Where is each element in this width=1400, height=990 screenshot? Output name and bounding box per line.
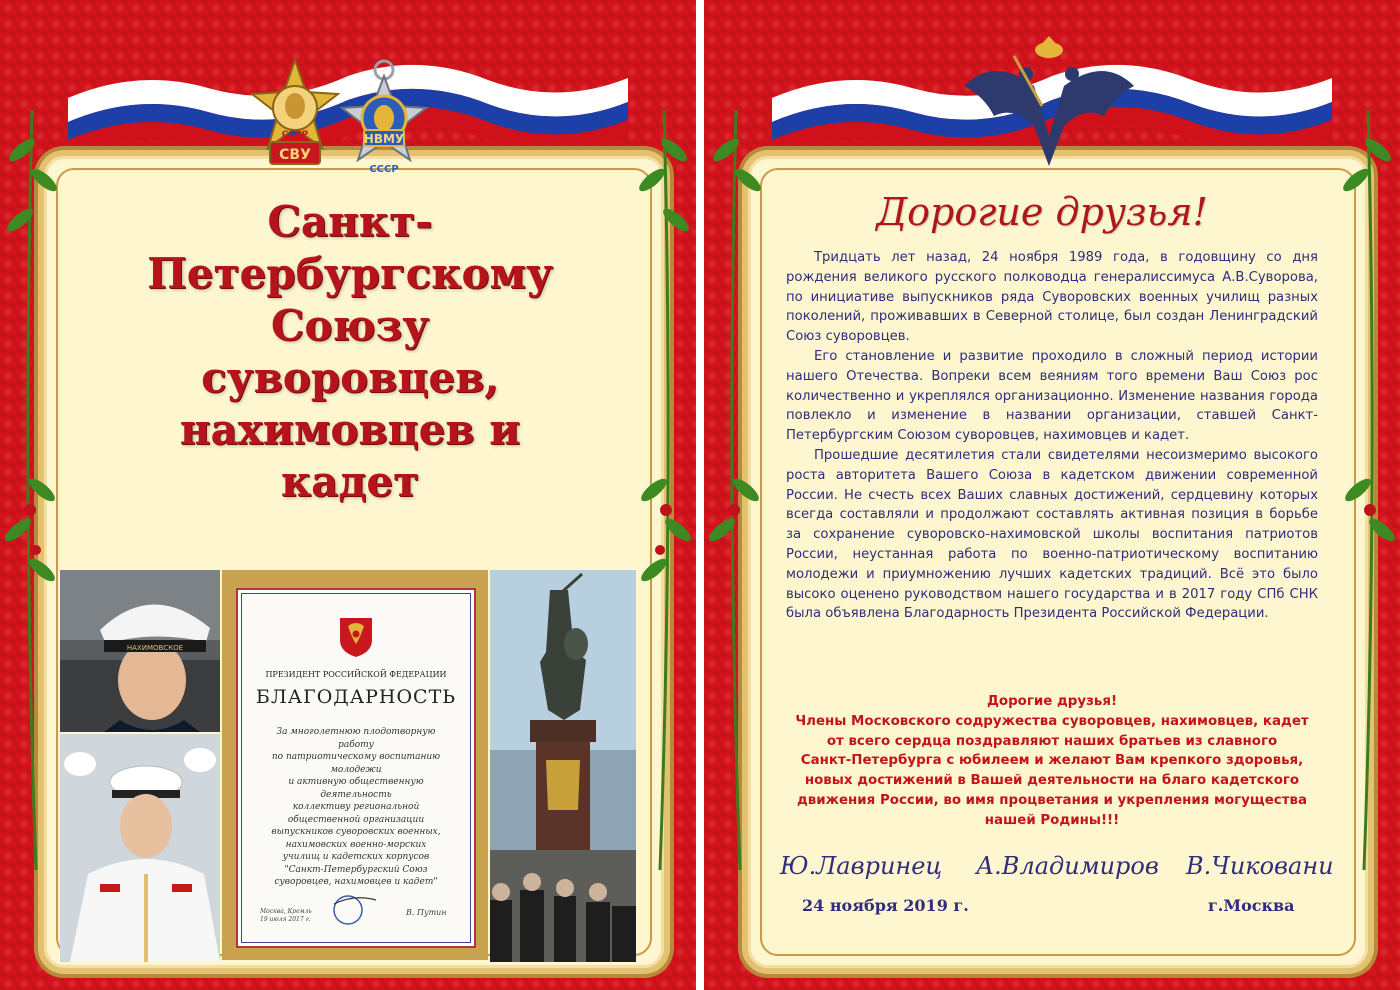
certificate-place-line: Москва, Кремль xyxy=(260,908,312,915)
letter-body xyxy=(786,248,1318,624)
letter-paragraph: Прошедшие десятилетия стали свидетелями несоизмеримо высокого роста авторитета Вашего Союза в кадетском движении современной России. Не счесть всех Ваших славных достижений, сердцевину которых всегда составляли и продолжают составлять активная позиция в борьбе за сохранение суворовско-нахимовской школы воспитания патриотов России, неустанная работа по военно-патриотическому воспитанию молодежи и приумножению лучших кадетских традиций. Всё это было высоко оценено руководством нашего государства и в 2017 году СПб СНК была объявлена Благодарность Президента Российской Федерации. xyxy=(786,447,1318,622)
signature-vladimirov: А.Владимиров xyxy=(976,852,1159,880)
certificate-title: БЛАГОДАРНОСТЬ xyxy=(255,686,457,708)
congratulation-line: от всего сердца поздравляют наших братьев из славного xyxy=(826,733,1278,749)
title-line: Санкт- xyxy=(267,197,433,246)
certificate-line: нахимовских военно-морских xyxy=(285,839,427,850)
certificate-signature: В. Путин xyxy=(406,908,447,917)
double-headed-eagle-icon xyxy=(954,26,1144,176)
nakhimov-school-badge-icon xyxy=(338,58,430,180)
signature-lavrinets: Ю.Лавринец xyxy=(780,852,943,880)
title-line: суворовцев, xyxy=(201,353,499,402)
title-line: кадет xyxy=(280,457,420,506)
letter-date: 24 ноября 2019 г. xyxy=(802,896,969,915)
suvorov-monument-photo xyxy=(490,570,636,962)
certificate-line: выпускников суворовских военных, xyxy=(271,827,441,837)
certificate-line: общественной организации xyxy=(287,814,425,825)
badge-right-top-text: НВМУ xyxy=(363,132,405,146)
suvorov-school-badge-icon xyxy=(250,58,340,178)
badge-left-top-text: СССР xyxy=(281,130,309,140)
congratulation-line: Санкт-Петербурга с юбилеем и желают Вам крепкого здоровья, xyxy=(800,753,1304,769)
congratulation-line: новых достижений в Вашей деятельности на благо кадетского xyxy=(804,773,1300,789)
certificate-line: коллективу региональной xyxy=(292,802,420,812)
certificate-line: За многолетнюю плодотворную работу xyxy=(276,727,436,750)
cadets-parade-photo xyxy=(60,734,220,962)
congratulation-line: нашей Родины!!! xyxy=(984,812,1120,828)
seal-stamp-icon xyxy=(324,890,380,926)
title-line: Петербургскому xyxy=(147,249,553,298)
title-line: Союзу xyxy=(270,301,430,350)
laurel-branch-right xyxy=(1338,110,1398,870)
certificate-place xyxy=(260,908,312,924)
certificate-line: по патриотическому воспитанию молодежи xyxy=(271,752,441,775)
certificate-header: ПРЕЗИДЕНТ РОССИЙСКОЙ ФЕДЕРАЦИИ xyxy=(265,670,447,679)
letter-paragraph: Тридцать лет назад, 24 ноября 1989 года, в годовщину со дня рождения великого русского полководца генералиссимуса А.В.Суворова, по инициативе выпускников ряда Суворовских военных училищ разных поколений, проживавших в Северной столице, был создан Ленинградский Союз суворовцев. xyxy=(786,250,1318,345)
certificate-date-line: 19 июля 2017 г. xyxy=(260,916,311,923)
congratulation-line: Члены Московского содружества суворовцев, нахимовцев, кадет xyxy=(795,713,1309,729)
letter-paragraph: Его становление и развитие проходило в сложный период истории нашего Отечества. Вопреки всем веяниям того времени Ваш Союз рос количественно и укреплялся организационно. Изменение названия города повлекло и изменение в названии организации, ставшей Санкт-Петербургским Союзом суворовцев, нахимовцев и кадет. xyxy=(786,348,1318,444)
laurel-branch-right xyxy=(634,110,694,870)
letter-city: г.Москва xyxy=(1208,896,1295,915)
signatures xyxy=(776,852,1336,886)
signature-chikovani: В.Чиковани xyxy=(1186,852,1334,880)
laurel-branch-left xyxy=(2,110,62,870)
certificate-line: "Санкт-Петербургский Союз xyxy=(284,864,428,875)
greeting-heading: Дорогие друзья! xyxy=(876,190,1208,234)
left-page xyxy=(0,0,696,990)
cadet-portrait-photo xyxy=(60,570,220,732)
certificate-line: училищ и кадетских корпусов xyxy=(282,852,430,862)
badge-right-bottom-text: СССР xyxy=(369,164,399,175)
left-page-title xyxy=(70,196,630,508)
congratulation-line: движения России, во имя процветания и укрепления могущества xyxy=(796,792,1308,808)
certificate-line: суворовцев, нахимовцев и кадет" xyxy=(274,877,438,887)
presidential-gratitude-certificate xyxy=(222,570,488,960)
congratulation-block xyxy=(770,692,1334,831)
badge-left-bottom-text: СВУ xyxy=(279,147,311,163)
certificate-line: и активную общественную деятельность xyxy=(288,777,424,800)
coat-of-arms-icon xyxy=(336,612,376,658)
cap-ribbon-text: НАХИМОВСКОЕ xyxy=(126,644,184,652)
certificate-body xyxy=(260,726,452,889)
title-line: нахимовцев и xyxy=(179,405,521,454)
congratulation-line: Дорогие друзья! xyxy=(986,694,1118,709)
